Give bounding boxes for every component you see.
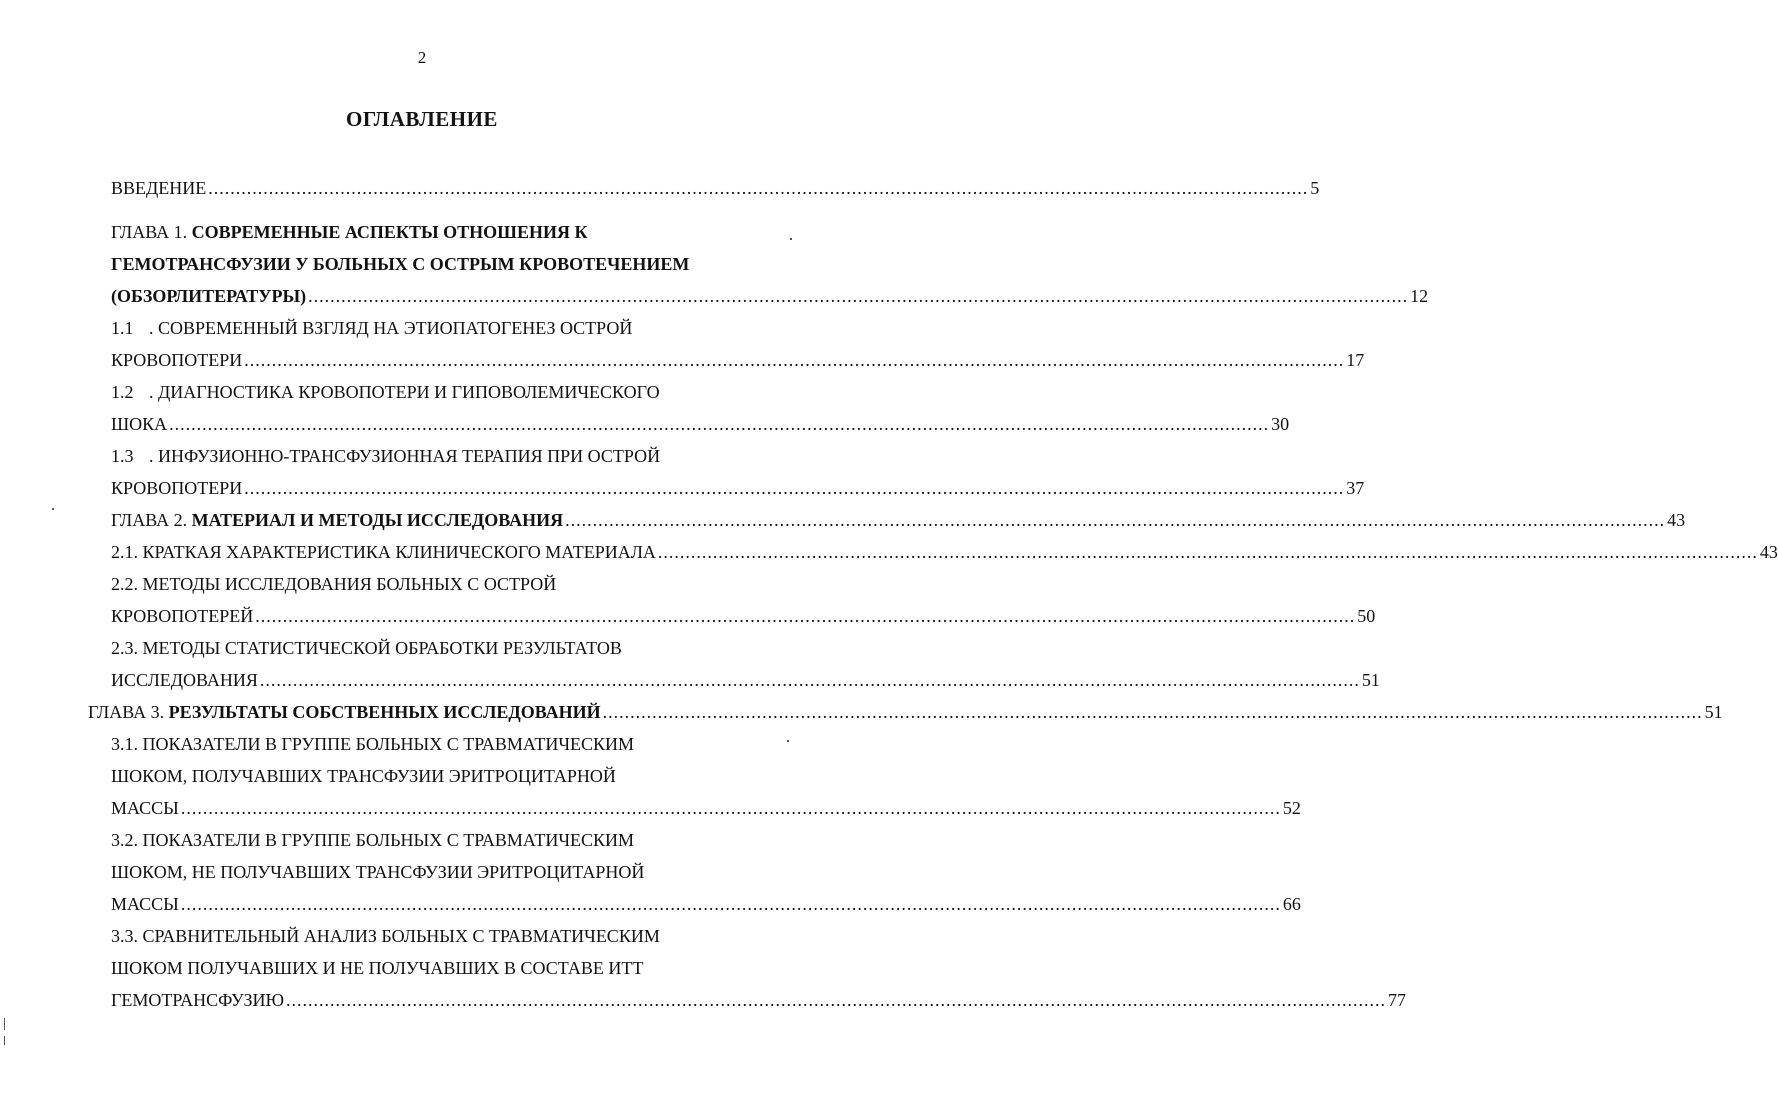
section-title: МАССЫ bbox=[111, 894, 179, 914]
leader-dots: ........................................................................................................................................................................................................ bbox=[208, 178, 1309, 198]
scan-speck bbox=[52, 508, 54, 510]
scan-speck bbox=[787, 740, 789, 742]
chapter-prefix: ГЛАВА 2. bbox=[111, 510, 192, 530]
section-title: . ИНФУЗИОННО-ТРАНСФУЗИОННАЯ ТЕРАПИЯ ПРИ ОСТРОЙ bbox=[149, 446, 661, 466]
toc-section-3-1-line-3 bbox=[111, 792, 1301, 824]
section-title: 2.2. МЕТОДЫ ИССЛЕДОВАНИЯ БОЛЬНЫХ С ОСТРОЙ bbox=[111, 574, 557, 594]
toc-section-3-3-line-1 bbox=[111, 920, 660, 952]
toc-entry-title: ВВЕДЕНИЕ bbox=[111, 178, 207, 198]
section-title: 2.1. КРАТКАЯ ХАРАКТЕРИСТИКА КЛИНИЧЕСКОГО МАТЕРИАЛА bbox=[111, 542, 656, 562]
section-title: ИССЛЕДОВАНИЯ bbox=[111, 670, 258, 690]
section-number: 1.3 bbox=[111, 446, 134, 466]
section-number: 1.2 bbox=[111, 382, 134, 402]
section-title: ГЕМОТРАНСФУЗИЮ bbox=[111, 990, 284, 1010]
section-number: 1.1 bbox=[111, 318, 134, 338]
leader-dots: ........................................................................................................................................................................................................ bbox=[180, 894, 1281, 914]
toc-chapter-1-line-1 bbox=[111, 216, 588, 248]
toc-chapter-1-line-3 bbox=[111, 280, 1429, 312]
leader-dots: ........................................................................................................................................................................................................ bbox=[244, 350, 1345, 370]
toc-chapter-2 bbox=[111, 504, 1686, 536]
toc-section-2-1 bbox=[111, 536, 1778, 568]
toc-page-number: 51 bbox=[1704, 702, 1723, 722]
leader-dots: ........................................................................................................................................................................................................ bbox=[286, 990, 1386, 1010]
section-title: . ДИАГНОСТИКА КРОВОПОТЕРИ И ГИПОВОЛЕМИЧЕСКОГО bbox=[149, 382, 660, 402]
toc-section-3-1-line-1 bbox=[111, 728, 634, 760]
toc-page-number: 52 bbox=[1282, 798, 1301, 818]
leader-dots: ........................................................................................................................................................................................................ bbox=[259, 670, 1360, 690]
toc-page-number: 37 bbox=[1346, 478, 1365, 498]
section-title: КРОВОПОТЕРИ bbox=[111, 478, 243, 498]
leader-dots: ........................................................................................................................................................................................................ bbox=[657, 542, 1758, 562]
toc-section-2-2-line-2 bbox=[111, 600, 1376, 632]
section-title: КРОВОПОТЕРЕЙ bbox=[111, 606, 254, 626]
toc-page-number: 50 bbox=[1357, 606, 1376, 626]
chapter-prefix: ГЛАВА 3. bbox=[88, 702, 169, 722]
chapter-title: СОВРЕМЕННЫЕ АСПЕКТЫ ОТНОШЕНИЯ К bbox=[191, 222, 588, 242]
toc-page-number: 66 bbox=[1282, 894, 1301, 914]
scan-speck bbox=[4, 1018, 5, 1030]
toc-section-1-2-line-2 bbox=[111, 408, 1290, 440]
leader-dots: ........................................................................................................................................................................................................ bbox=[180, 798, 1281, 818]
toc-page-number: 12 bbox=[1410, 286, 1429, 306]
section-title: МАССЫ bbox=[111, 798, 179, 818]
page-title: ОГЛАВЛЕНИЕ bbox=[346, 107, 498, 131]
toc-page-number: 43 bbox=[1667, 510, 1686, 530]
chapter-title: РЕЗУЛЬТАТЫ СОБСТВЕННЫХ ИССЛЕДОВАНИЙ bbox=[168, 702, 601, 722]
section-title: . СОВРЕМЕННЫЙ ВЗГЛЯД НА ЭТИОПАТОГЕНЕЗ ОСТРОЙ bbox=[149, 318, 633, 338]
section-title: ШОКА bbox=[111, 414, 168, 434]
toc-section-3-1-line-2 bbox=[111, 760, 616, 792]
chapter-title: (ОБЗОРЛИТЕРАТУРЫ) bbox=[111, 286, 307, 306]
toc-section-3-2-line-3 bbox=[111, 888, 1301, 920]
toc-page-number: 77 bbox=[1388, 990, 1406, 1010]
toc-section-1-3-line-1 bbox=[111, 440, 660, 472]
chapter-title: ГЕМОТРАНСФУЗИИ У БОЛЬНЫХ С ОСТРЫМ КРОВОТЕЧЕНИЕМ bbox=[111, 254, 690, 274]
toc-section-2-3-line-1 bbox=[111, 632, 622, 664]
toc-section-3-2-line-1 bbox=[111, 824, 634, 856]
toc-section-3-2-line-2 bbox=[111, 856, 644, 888]
scan-speck bbox=[4, 1036, 5, 1045]
leader-dots: ........................................................................................................................................................................................................ bbox=[565, 510, 1666, 530]
leader-dots: ........................................................................................................................................................................................................ bbox=[308, 286, 1409, 306]
scan-speck bbox=[790, 238, 792, 240]
leader-dots: ........................................................................................................................................................................................................ bbox=[255, 606, 1356, 626]
toc-chapter-3 bbox=[88, 696, 1723, 728]
toc-section-1-3-line-2 bbox=[111, 472, 1365, 504]
toc-section-2-3-line-2 bbox=[111, 664, 1380, 696]
section-title: 3.2. ПОКАЗАТЕЛИ В ГРУППЕ БОЛЬНЫХ С ТРАВМАТИЧЕСКИМ bbox=[111, 830, 635, 850]
toc-page-number: 43 bbox=[1759, 542, 1778, 562]
leader-dots: ........................................................................................................................................................................................................ bbox=[602, 702, 1703, 722]
toc-section-1-2-line-1 bbox=[111, 376, 660, 408]
chapter-prefix: ГЛАВА 1. bbox=[111, 222, 192, 242]
page-number: 2 bbox=[417, 48, 427, 67]
toc-section-1-1-line-1 bbox=[111, 312, 632, 344]
chapter-title: МАТЕРИАЛ И МЕТОДЫ ИССЛЕДОВАНИЯ bbox=[191, 510, 564, 530]
section-title: КРОВОПОТЕРИ bbox=[111, 350, 243, 370]
toc-entry-intro bbox=[111, 172, 1320, 204]
section-title: 3.1. ПОКАЗАТЕЛИ В ГРУППЕ БОЛЬНЫХ С ТРАВМАТИЧЕСКИМ bbox=[111, 734, 635, 754]
leader-dots: ........................................................................................................................................................................................................ bbox=[169, 414, 1270, 434]
toc-page-number: 17 bbox=[1346, 350, 1365, 370]
toc-page-number: 51 bbox=[1361, 670, 1380, 690]
section-title: ШОКОМ ПОЛУЧАВШИХ И НЕ ПОЛУЧАВШИХ В СОСТАВЕ ИТТ bbox=[111, 958, 644, 978]
leader-dots: ........................................................................................................................................................................................................ bbox=[244, 478, 1345, 498]
toc-section-2-2-line-1 bbox=[111, 568, 556, 600]
toc-chapter-1-line-2 bbox=[111, 248, 689, 280]
section-title: 2.3. МЕТОДЫ СТАТИСТИЧЕСКОЙ ОБРАБОТКИ РЕЗУЛЬТАТОВ bbox=[111, 638, 622, 658]
toc-page-number: 30 bbox=[1271, 414, 1290, 434]
toc-section-3-3-line-2 bbox=[111, 952, 643, 984]
section-title: 3.3. СРАВНИТЕЛЬНЫЙ АНАЛИЗ БОЛЬНЫХ С ТРАВМАТИЧЕСКИМ bbox=[111, 926, 660, 946]
section-title: ШОКОМ, ПОЛУЧАВШИХ ТРАНСФУЗИИ ЭРИТРОЦИТАРНОЙ bbox=[111, 766, 616, 786]
toc-page-number: 5 bbox=[1310, 178, 1320, 198]
toc-section-1-1-line-2 bbox=[111, 344, 1365, 376]
toc-section-3-3-line-3 bbox=[111, 984, 1406, 1016]
section-title: ШОКОМ, НЕ ПОЛУЧАВШИХ ТРАНСФУЗИИ ЭРИТРОЦИТАРНОЙ bbox=[111, 862, 645, 882]
